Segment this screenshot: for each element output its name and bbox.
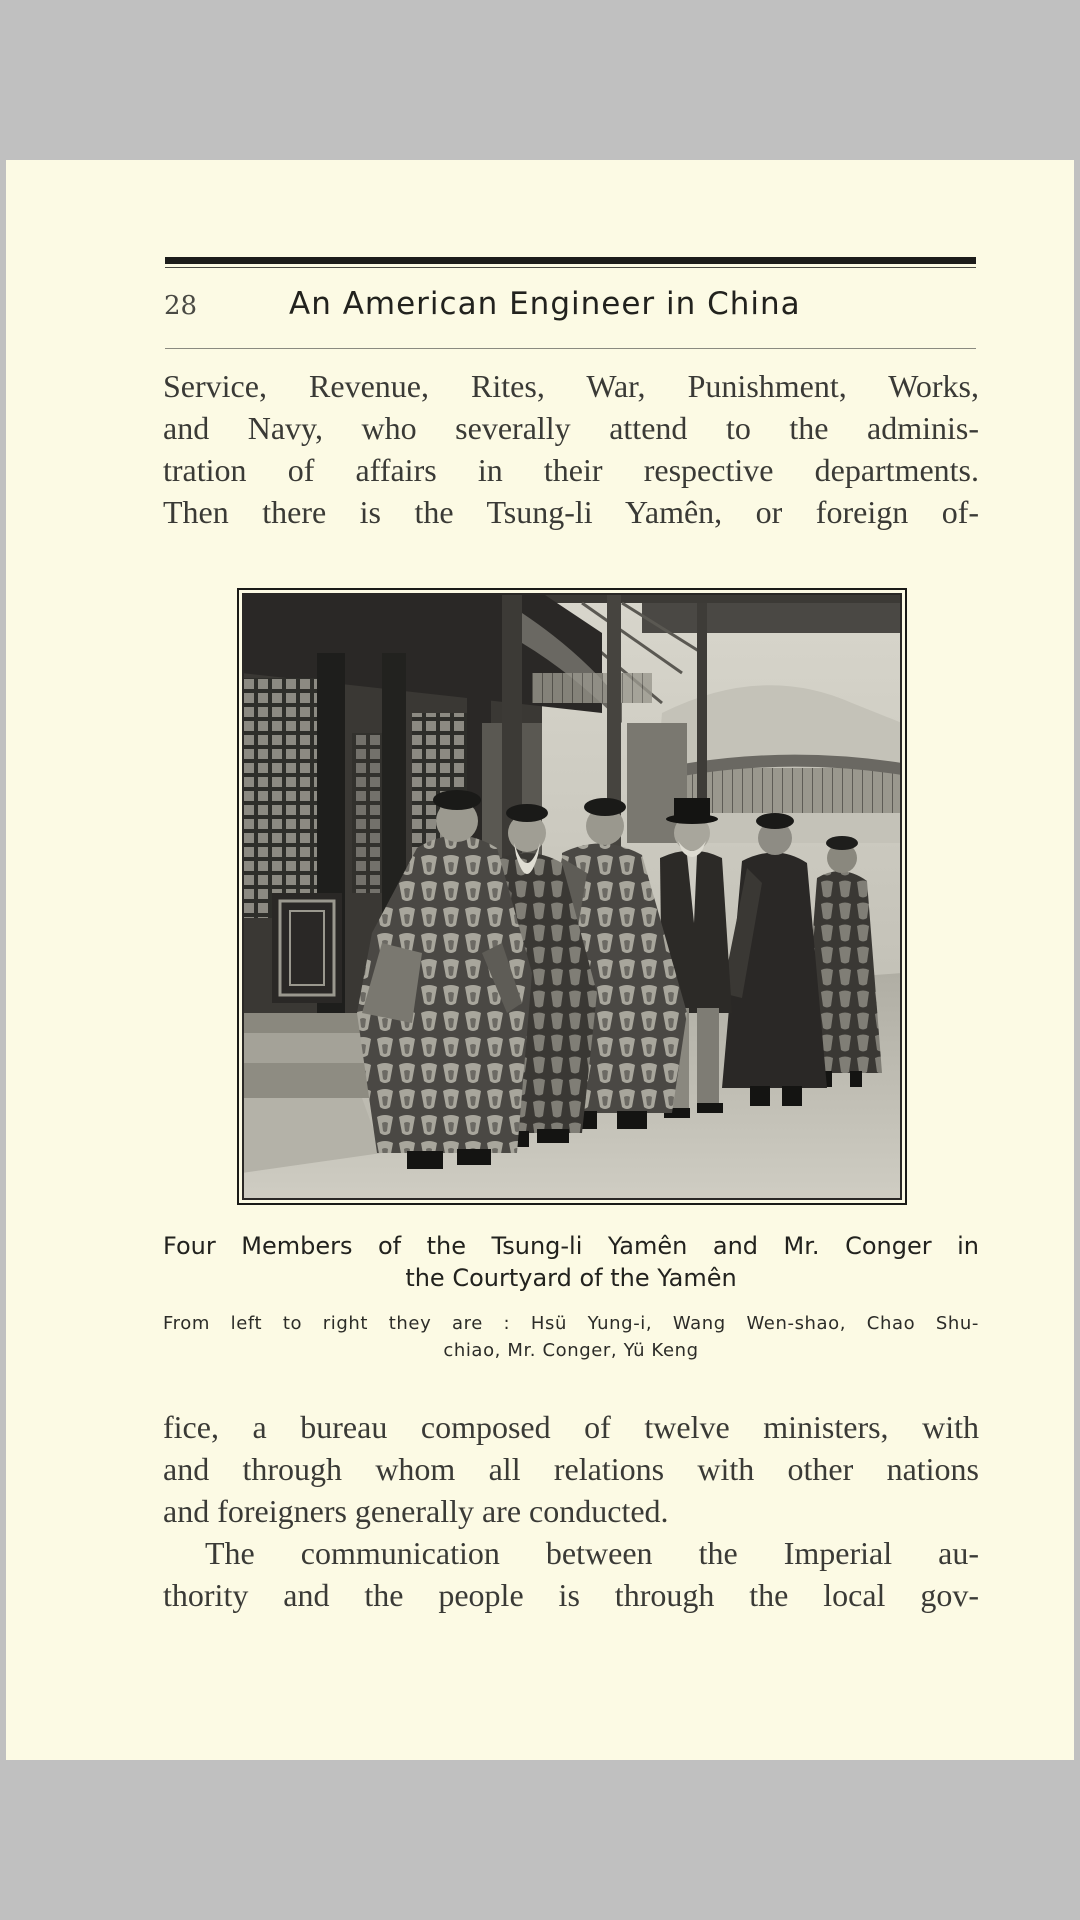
book-page [6, 160, 1074, 1760]
caption-subtitle-line: chiao, Mr. Conger, Yü Keng [443, 1340, 699, 1361]
paragraph-after-figure [163, 1406, 979, 1616]
text-line: The communication between the Imperial au- [205, 1535, 979, 1571]
text-line: fice, a bureau composed of twelve ministers, with [163, 1409, 979, 1445]
caption-title-line: the Courtyard of the Yamên [405, 1264, 737, 1292]
photograph-image [242, 593, 902, 1200]
caption-title-line: Four Members of the Tsung-li Yamên and Mr. Conger in [163, 1232, 979, 1260]
figure-photograph [237, 588, 907, 1205]
text-line: Then there is the Tsung-li Yamên, or foreign of- [163, 494, 979, 530]
page-number: 28 [164, 291, 198, 321]
text-line: and foreigners generally are conducted. [163, 1493, 669, 1529]
header-rule-thick [165, 257, 976, 264]
header-rule-bottom [165, 348, 976, 349]
figure-caption-subtitle [163, 1310, 979, 1364]
caption-subtitle-line: From left to right they are : Hsü Yung-i, Wang Wen-shao, Chao Shu- [163, 1313, 979, 1334]
text-line: Service, Revenue, Rites, War, Punishment, Works, [163, 368, 979, 404]
header-rule-thin [165, 267, 976, 268]
text-line: tration of affairs in their respective departments. [163, 452, 979, 488]
figure-caption-title [163, 1230, 979, 1294]
running-title: An American Engineer in China [289, 286, 801, 322]
text-line: and Navy, who severally attend to the adminis- [163, 410, 979, 446]
text-line: and through whom all relations with other nations [163, 1451, 979, 1487]
paragraph-before-figure [163, 365, 979, 533]
text-line: thority and the people is through the local gov- [163, 1577, 979, 1613]
